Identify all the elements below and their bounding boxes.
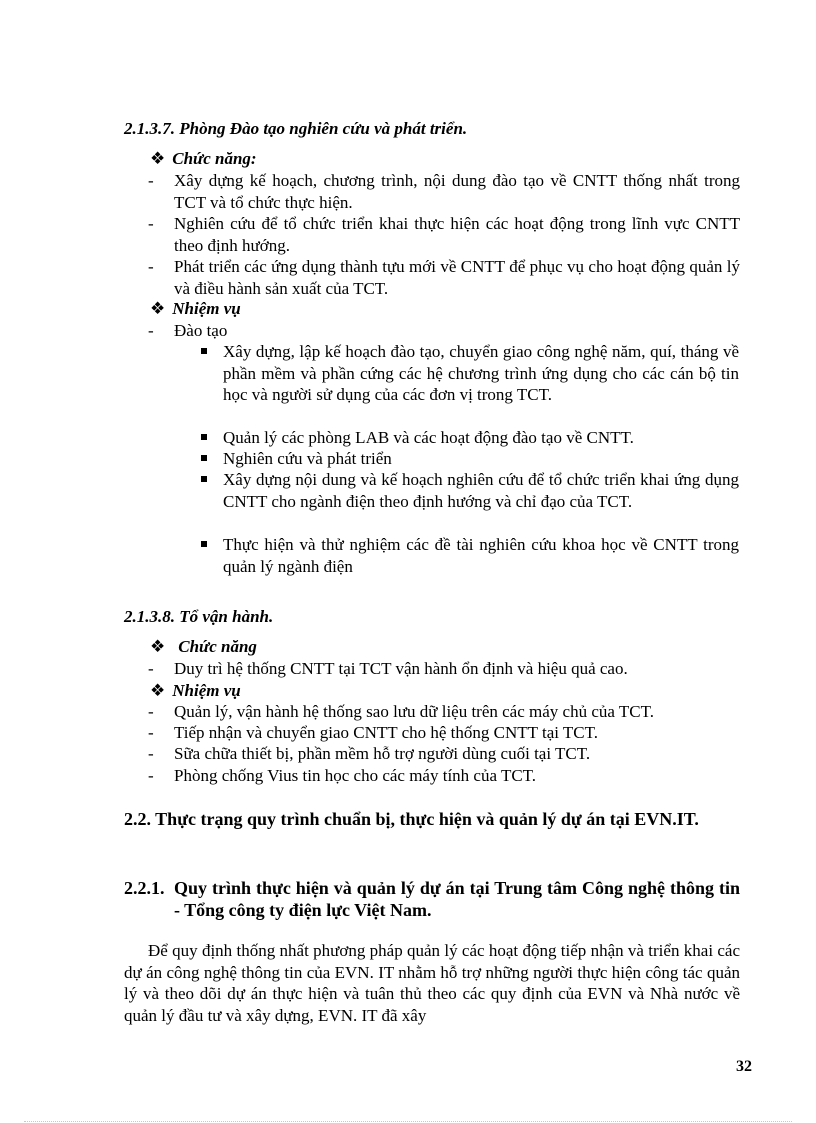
- nhiem-vu-label: Nhiệm vụ: [172, 681, 241, 700]
- list-item-text: Duy trì hệ thống CNTT tại TCT vận hành ổn định và hiệu quả cao.: [174, 659, 628, 678]
- chuc-nang-label: Chức năng:: [172, 149, 257, 168]
- dash-bullet: -: [148, 171, 154, 190]
- section-2137-title: 2.1.3.7. Phòng Đào tạo nghiên cứu và phát triển.: [124, 119, 468, 138]
- sub-item-text: Quản lý các phòng LAB và các hoạt động đào tạo về CNTT.: [223, 428, 634, 447]
- dash-bullet: -: [148, 702, 154, 721]
- square-bullet-icon: [201, 455, 207, 461]
- chuc-nang-label: Chức năng: [178, 637, 257, 656]
- sub-item-text: Xây dựng nội dung và kế hoạch nghiên cứu để tổ chức triển khai ứng dụng CNTT cho ngành điện theo định hướng và chỉ đạo của TCT.: [223, 470, 739, 511]
- dash-bullet: -: [148, 257, 154, 276]
- list-item-text: Phát triển các ứng dụng thành tựu mới về CNTT để phục vụ cho hoạt động quản lý và điều hành sản xuất của TCT.: [174, 257, 740, 298]
- page-bottom-divider: [24, 1121, 792, 1122]
- dash-bullet: -: [148, 321, 154, 340]
- list-item-text: Nghiên cứu để tổ chức triển khai thực hiện các hoạt động trong lĩnh vực CNTT theo định hướng.: [174, 214, 740, 255]
- diamond-bullet-icon: ❖: [150, 681, 166, 700]
- square-bullet-icon: [201, 434, 207, 440]
- list-item-text: Sữa chữa thiết bị, phần mềm hỗ trợ người dùng cuối tại TCT.: [174, 744, 591, 763]
- page-number: 32: [736, 1058, 752, 1075]
- list-item-text: Tiếp nhận và chuyển giao CNTT cho hệ thống CNTT tại TCT.: [174, 723, 599, 742]
- section-22-title: 2.2. Thực trạng quy trình chuẩn bị, thực hiện và quản lý dự án tại EVN.IT.: [124, 809, 699, 829]
- square-bullet-icon: [201, 476, 207, 482]
- list-item-text: Phòng chống Vius tin học cho các máy tính của TCT.: [174, 766, 537, 785]
- dash-bullet: -: [148, 766, 154, 785]
- dao-tao-label: Đào tạo: [174, 321, 228, 340]
- chuc-nang-heading: [150, 148, 257, 170]
- nhiem-vu-label: Nhiệm vụ: [172, 299, 241, 318]
- nhiem-vu-heading: [150, 680, 241, 702]
- diamond-bullet-icon: ❖: [150, 299, 166, 318]
- sub-item-text: Nghiên cứu và phát triển: [223, 449, 392, 468]
- square-bullet-icon: [201, 348, 207, 354]
- diamond-bullet-icon: ❖: [150, 149, 166, 168]
- section-221-number: 2.2.1.: [124, 878, 165, 898]
- sub-item-text: Xây dựng, lập kế hoạch đào tạo, chuyển giao công nghệ năm, quí, tháng về phần mềm và phần cứng các hệ chương trình ứng dụng cho các cán bộ tin học và người sử dụng của các đơn vị trong TCT.: [223, 342, 739, 404]
- dash-bullet: -: [148, 744, 154, 763]
- diamond-bullet-icon: ❖: [150, 637, 166, 656]
- sub-item-text: Thực hiện và thử nghiệm các đề tài nghiên cứu khoa học về CNTT trong quản lý ngành điện: [223, 535, 739, 576]
- body-paragraph: Để quy định thống nhất phương pháp quản lý các hoạt động tiếp nhận và triển khai các dự án công nghệ thông tin của EVN. IT nhằm hỗ trợ những người thực hiện công tác quản lý và theo dõi dự án thực hiện và tuân thủ theo các quy định của EVN và Nhà nước về quản lý đầu tư và xây dựng, EVN. IT đã xây: [124, 941, 740, 1025]
- dash-bullet: -: [148, 659, 154, 678]
- list-item-text: Quản lý, vận hành hệ thống sao lưu dữ liệu trên các máy chủ của TCT.: [174, 702, 654, 721]
- dash-bullet: -: [148, 723, 154, 742]
- section-2138-title: 2.1.3.8. Tổ vận hành.: [124, 607, 274, 626]
- nhiem-vu-heading: [150, 298, 241, 320]
- chuc-nang-heading: [150, 636, 257, 658]
- square-bullet-icon: [201, 541, 207, 547]
- dash-bullet: -: [148, 214, 154, 233]
- list-item-text: Xây dựng kế hoạch, chương trình, nội dung đào tạo về CNTT thống nhất trong TCT và tổ chức thực hiện.: [174, 171, 740, 212]
- section-221-title: Quy trình thực hiện và quản lý dự án tại Trung tâm Công nghệ thông tin - Tổng công ty điện lực Việt Nam.: [174, 878, 740, 920]
